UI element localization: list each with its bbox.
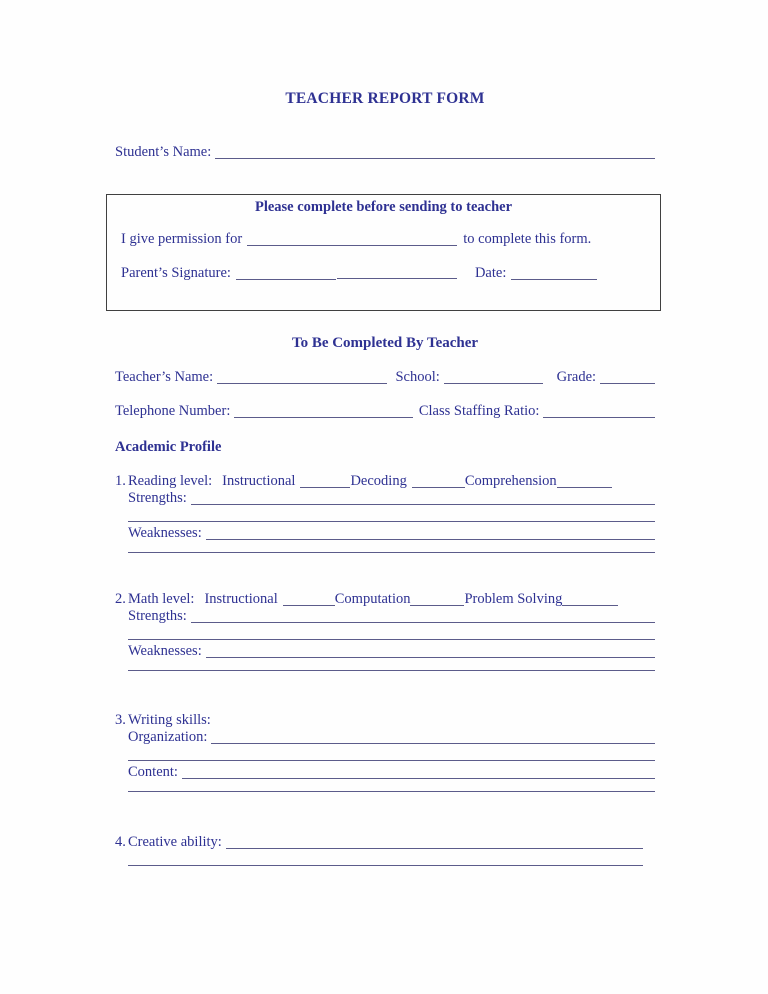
instructional-label: Instructional — [222, 473, 296, 489]
math-problem-solving-field[interactable] — [562, 605, 618, 606]
permission-name-field[interactable] — [247, 245, 457, 246]
reading-strengths-field[interactable] — [191, 504, 655, 505]
writing-content-extra-line[interactable] — [128, 791, 655, 792]
parent-signature-field-2[interactable] — [337, 278, 457, 279]
school-label: School: — [395, 369, 440, 385]
reading-instructional-field[interactable] — [300, 487, 350, 488]
math-weaknesses-row — [128, 643, 655, 660]
parent-permission-box — [106, 194, 661, 311]
teacher-name-row — [115, 369, 655, 386]
reading-strengths-extra-line[interactable] — [128, 521, 655, 522]
writing-content-row — [128, 764, 655, 781]
reading-weaknesses-extra-line[interactable] — [128, 552, 655, 553]
student-name-field[interactable] — [215, 158, 655, 159]
writing-organization-row — [128, 729, 655, 746]
telephone-field[interactable] — [234, 417, 413, 418]
reading-weaknesses-row — [128, 525, 655, 542]
reading-level-row — [115, 473, 655, 490]
writing-organization-extra-line[interactable] — [128, 760, 655, 761]
item-number: 1. — [115, 473, 126, 489]
writing-skills-label: Writing skills: — [128, 712, 211, 728]
writing-content-field[interactable] — [182, 778, 655, 779]
creative-ability-row — [115, 834, 655, 851]
academic-item-reading — [115, 473, 655, 553]
instructional-label: Instructional — [204, 591, 278, 607]
item-number: 4. — [115, 834, 126, 850]
strengths-label: Strengths: — [128, 490, 187, 506]
parent-signature-label: Parent’s Signature: — [121, 265, 231, 281]
telephone-label: Telephone Number: — [115, 403, 231, 419]
creative-ability-extra-line[interactable] — [128, 865, 643, 866]
item-number: 3. — [115, 712, 126, 728]
comprehension-label: Comprehension — [464, 473, 557, 489]
item-number: 2. — [115, 591, 126, 607]
math-computation-field[interactable] — [410, 605, 464, 606]
writing-organization-field[interactable] — [211, 743, 655, 744]
math-strengths-field[interactable] — [191, 622, 655, 623]
signature-row — [121, 265, 646, 282]
problem-solving-label: Problem Solving — [464, 591, 563, 607]
telephone-row — [115, 403, 655, 420]
grade-label: Grade: — [556, 369, 597, 385]
math-level-label: Math level: — [128, 591, 195, 607]
reading-weaknesses-field[interactable] — [206, 539, 655, 540]
organization-label: Organization: — [128, 729, 208, 745]
reading-level-label: Reading level: — [128, 473, 213, 489]
staffing-ratio-label: Class Staffing Ratio: — [418, 403, 540, 419]
parent-signature-field-1[interactable] — [236, 279, 336, 280]
reading-decoding-field[interactable] — [412, 487, 465, 488]
writing-skills-row — [115, 712, 655, 729]
grade-field[interactable] — [600, 383, 655, 384]
permission-box-heading: Please complete before sending to teacher — [254, 199, 513, 215]
computation-label: Computation — [334, 591, 411, 607]
creative-ability-label: Creative ability: — [128, 834, 222, 850]
academic-item-math — [115, 591, 655, 671]
math-level-row — [115, 591, 655, 608]
math-instructional-field[interactable] — [283, 605, 335, 606]
student-name-label: Student’s Name: — [115, 144, 212, 160]
teacher-section-heading: To Be Completed By Teacher — [291, 335, 479, 351]
permission-prefix-label: I give permission for — [121, 231, 243, 247]
reading-strengths-row — [128, 490, 655, 507]
staffing-ratio-field[interactable] — [543, 417, 655, 418]
decoding-label: Decoding — [350, 473, 407, 489]
math-weaknesses-extra-line[interactable] — [128, 670, 655, 671]
school-field[interactable] — [444, 383, 543, 384]
student-name-row — [115, 144, 655, 161]
academic-item-writing — [115, 712, 655, 792]
date-label: Date: — [474, 265, 507, 281]
academic-profile-heading: Academic Profile — [115, 439, 222, 455]
permission-row — [121, 231, 646, 248]
weaknesses-label: Weaknesses: — [128, 525, 202, 541]
permission-suffix-label: to complete this form. — [463, 231, 592, 247]
reading-comprehension-field[interactable] — [557, 487, 612, 488]
weaknesses-label: Weaknesses: — [128, 643, 202, 659]
math-weaknesses-field[interactable] — [206, 657, 655, 658]
content-label: Content: — [128, 764, 178, 780]
teacher-name-field[interactable] — [217, 383, 387, 384]
math-strengths-row — [128, 608, 655, 625]
academic-item-creative — [115, 834, 655, 866]
creative-ability-field[interactable] — [226, 848, 643, 849]
page-title: TEACHER REPORT FORM — [285, 90, 485, 107]
math-strengths-extra-line[interactable] — [128, 639, 655, 640]
strengths-label: Strengths: — [128, 608, 187, 624]
date-field[interactable] — [511, 279, 597, 280]
teacher-name-label: Teacher’s Name: — [115, 369, 214, 385]
